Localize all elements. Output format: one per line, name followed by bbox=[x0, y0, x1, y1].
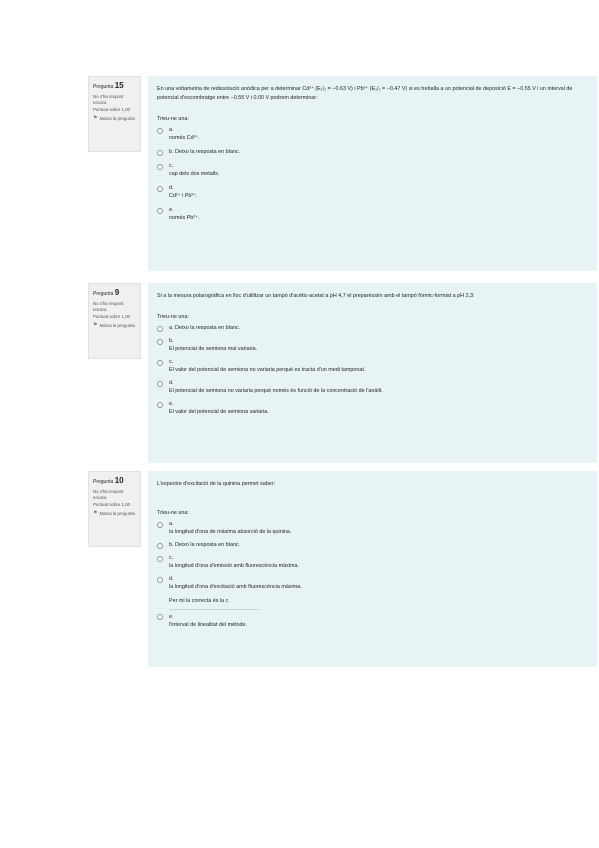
answer-options bbox=[157, 126, 588, 222]
question-status: No s'ha respost encara bbox=[93, 301, 124, 312]
question-content bbox=[148, 76, 597, 271]
radio-button[interactable] bbox=[157, 150, 163, 156]
answer-option-c[interactable]: c. El valor del potencial de semiona no variaria perquè es tracta d'un medi tamponat. bbox=[157, 358, 588, 374]
radio-button[interactable] bbox=[157, 339, 163, 345]
radio-button[interactable] bbox=[157, 543, 163, 549]
answer-option-c[interactable]: c. cap dels dos metalls. bbox=[157, 162, 588, 178]
question-status: No s'ha respost encara bbox=[93, 489, 124, 500]
flag-question-link[interactable]: ⚑ Marca la pregunta bbox=[93, 321, 135, 328]
radio-button[interactable] bbox=[157, 402, 163, 408]
radio-button[interactable] bbox=[157, 164, 163, 170]
answer-option-c[interactable]: c. la longitud d'ona d'emissió amb fluorescència màxima. bbox=[157, 554, 588, 570]
answer-option-a[interactable]: a. la longitud d'ona de màxima absorció de la quinina. bbox=[157, 520, 588, 536]
flag-icon: ⚑ bbox=[93, 114, 98, 121]
question-content bbox=[148, 283, 597, 463]
answer-options bbox=[157, 520, 588, 629]
question-text: L'espectre d'excitació de la quinina permet saber: bbox=[157, 481, 276, 487]
question-text: Si a la mesura polarogràfica en lloc d'utilitzar un tampó d'acètic-acetat a pH 4,7 el preparéssim amb el tampó fòrmic-formiat a pH 2,3: bbox=[157, 293, 475, 299]
answer-option-b[interactable]: b. Deixo la resposta en blanc. bbox=[157, 541, 588, 549]
question-info-panel bbox=[88, 283, 141, 359]
question-marks: Puntuat sobre 1,00 bbox=[93, 314, 131, 320]
question-status: No s'ha respost encara bbox=[93, 94, 124, 105]
answer-option-b[interactable]: b. El potencial de semiona mai variaria. bbox=[157, 337, 588, 353]
answer-option-e[interactable]: e. l'interval de linealitat del mètode. bbox=[157, 613, 588, 629]
answer-option-e[interactable]: e. El valor del potencial de semiona variaria. bbox=[157, 400, 588, 416]
radio-button[interactable] bbox=[157, 614, 163, 620]
answer-prompt: Trieu-ne una: bbox=[157, 510, 189, 516]
answer-options bbox=[157, 324, 588, 416]
radio-button[interactable] bbox=[157, 556, 163, 562]
answer-option-a[interactable]: a. només Cd²⁺. bbox=[157, 126, 588, 142]
question-number: Pregunta 15 bbox=[93, 81, 124, 90]
note-divider bbox=[169, 609, 259, 610]
question-content bbox=[148, 471, 597, 667]
question-info-panel bbox=[88, 471, 141, 547]
flag-question-link[interactable]: ⚑ Marca la pregunta bbox=[93, 509, 135, 516]
radio-button[interactable] bbox=[157, 360, 163, 366]
answer-option-e[interactable]: e. només Pb²⁺. bbox=[157, 206, 588, 222]
radio-button[interactable] bbox=[157, 208, 163, 214]
radio-button[interactable] bbox=[157, 326, 163, 332]
question-info-panel bbox=[88, 76, 141, 152]
radio-button[interactable] bbox=[157, 381, 163, 387]
answer-prompt: Trieu-ne una: bbox=[157, 314, 189, 320]
user-note: Per mi la correcta és la c bbox=[169, 598, 229, 604]
answer-prompt: Trieu-ne una: bbox=[157, 116, 189, 122]
answer-option-d[interactable]: d. Cd²⁺ i Pb²⁺. bbox=[157, 184, 588, 200]
flag-icon: ⚑ bbox=[93, 509, 98, 516]
answer-option-b[interactable]: b. Deixo la resposta en blanc. bbox=[157, 148, 588, 156]
flag-icon: ⚑ bbox=[93, 321, 98, 328]
question-number: Pregunta 10 bbox=[93, 476, 124, 485]
answer-option-a[interactable]: a. Deixo la resposta en blanc. bbox=[157, 324, 588, 332]
question-text: En una voltametria de redissolució anòdica per a determinar Cd²⁺ (E₁/₂ = −0.63 V) i Pb²⁺ (E₁/₂ = −0.47 V) si es treballa a un potencial de deposició E = −0.55 V i un interval de potencial d'escombratge entre −0.55 V i 0.00 V podrem determinar: bbox=[157, 86, 573, 101]
radio-button[interactable] bbox=[157, 128, 163, 134]
question-number: Pregunta 9 bbox=[93, 288, 120, 297]
radio-button[interactable] bbox=[157, 577, 163, 583]
radio-button[interactable] bbox=[157, 186, 163, 192]
question-marks: Puntuat sobre 1,00 bbox=[93, 107, 131, 113]
radio-button[interactable] bbox=[157, 522, 163, 528]
question-marks: Puntuat sobre 1,00 bbox=[93, 502, 131, 508]
flag-question-link[interactable]: ⚑ Marca la pregunta bbox=[93, 114, 135, 121]
answer-option-d[interactable]: d. El potencial de semiona no variaria perquè només és funció de la concentració de l'anàlit. bbox=[157, 379, 588, 395]
answer-option-d[interactable]: d. la longitud d'ona d'excitació amb fluorescència màxima. bbox=[157, 575, 588, 591]
